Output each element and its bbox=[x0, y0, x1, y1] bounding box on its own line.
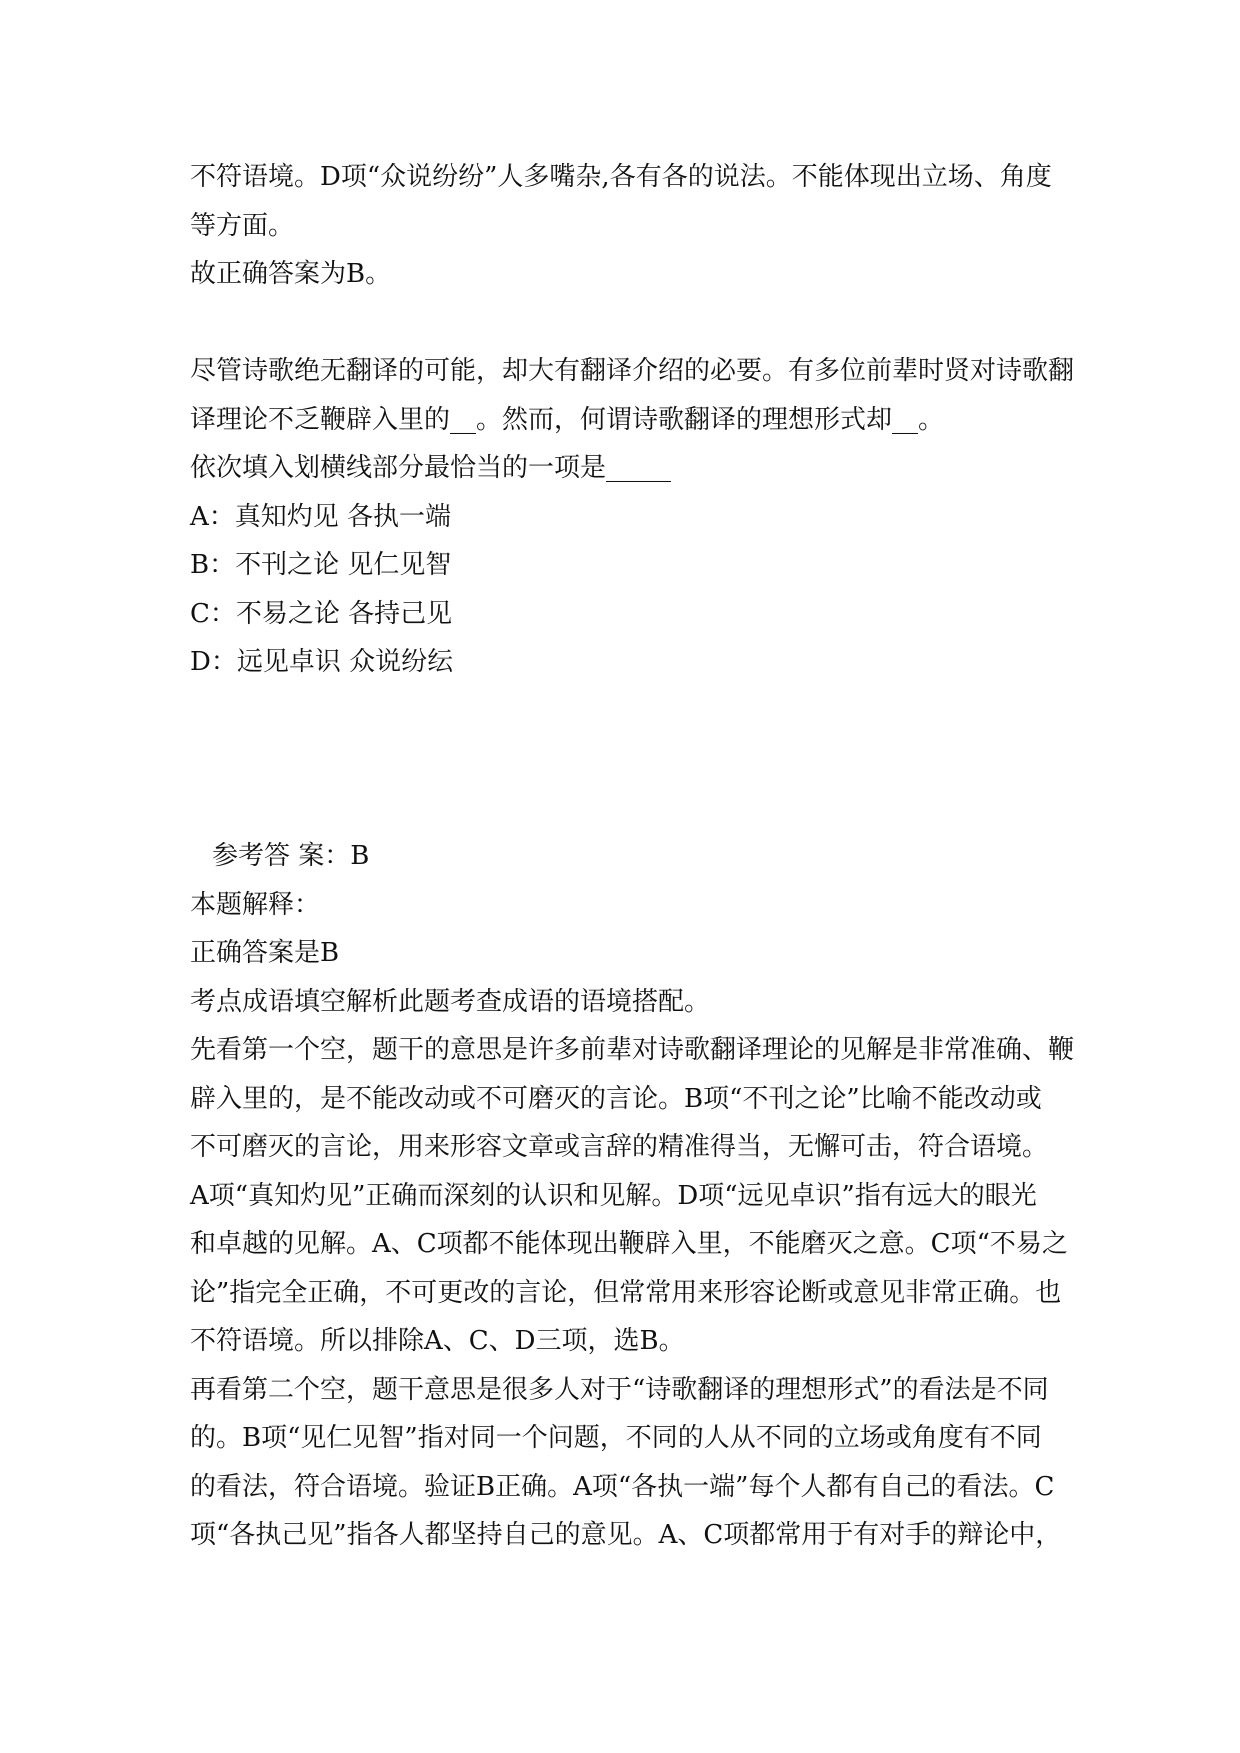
option-c: C：不易之论 各持己见 bbox=[190, 598, 453, 629]
question-stem-line: 尽管诗歌绝无翻译的可能，却大有翻译介绍的必要。有多位前辈时贤对诗歌翻 bbox=[190, 356, 1075, 386]
paragraph-line: 等方面。 bbox=[190, 210, 295, 241]
explanation-line: 不可磨灭的言论，用来形容文章或言辞的精准得当，无懈可击，符合语境。 bbox=[190, 1132, 1049, 1162]
explanation-line: 再看第二个空，题干意思是很多人对于“诗歌翻译的理想形式”的看法是不同 bbox=[190, 1374, 1049, 1405]
explanation-line: 先看第一个空，题干的意思是许多前辈对诗歌翻译理论的见解是非常准确、鞭 bbox=[190, 1035, 1075, 1065]
answer-block bbox=[190, 832, 1075, 1560]
option-d: D：远见卓识 众说纷纭 bbox=[190, 647, 454, 677]
reference-answer: 参考答 案：B bbox=[212, 841, 370, 871]
explanation-line: 的看法，符合语境。验证B正确。A项“各执一端”每个人都有自己的看法。C bbox=[190, 1471, 1055, 1502]
paragraph-line: 不符语境。D项“众说纷纷”人多嘴杂,各有各的说法。不能体现出立场、角度 bbox=[190, 162, 1052, 192]
paragraph-line: 故正确答案为B。 bbox=[190, 259, 392, 289]
explanation-line: 辟入里的，是不能改动或不可磨灭的言论。B项“不刊之论”比喻不能改动或 bbox=[190, 1083, 1042, 1114]
explanation-label: 本题解释： bbox=[190, 889, 321, 920]
explanation-line: 论”指完全正确，不可更改的言论，但常常用来形容论断或意见非常正确。也 bbox=[190, 1277, 1062, 1308]
question-block bbox=[190, 347, 1075, 687]
explanation-line: 考点成语填空解析此题考查成语的语境搭配。 bbox=[190, 986, 711, 1017]
option-a: A：真知灼见 各执一端 bbox=[190, 501, 452, 532]
option-b: B：不刊之论 见仁见智 bbox=[190, 550, 452, 580]
explanation-line: 正确答案是B bbox=[190, 938, 340, 968]
question-stem-line: 依次填入划横线部分最恰当的一项是_____ bbox=[190, 453, 672, 483]
previous-explanation bbox=[190, 153, 1070, 299]
question-stem-line: 译理论不乏鞭辟入里的__。然而，何谓诗歌翻译的理想形式却__。 bbox=[190, 404, 945, 435]
explanation-line: 不符语境。所以排除A、C、D三项，选B。 bbox=[190, 1326, 685, 1356]
explanation-line: 项“各执己见”指各人都坚持自己的意见。A、C项都常用于有对手的辩论中， bbox=[190, 1520, 1062, 1550]
explanation-line: 和卓越的见解。A、C项都不能体现出鞭辟入里，不能磨灭之意。C项“不易之 bbox=[190, 1229, 1068, 1259]
explanation-line: A项“真知灼见”正确而深刻的认识和见解。D项“远见卓识”指有远大的眼光 bbox=[190, 1180, 1037, 1211]
explanation-line: 的。B项“见仁见智”指对同一个问题，不同的人从不同的立场或角度有不同 bbox=[190, 1423, 1042, 1453]
